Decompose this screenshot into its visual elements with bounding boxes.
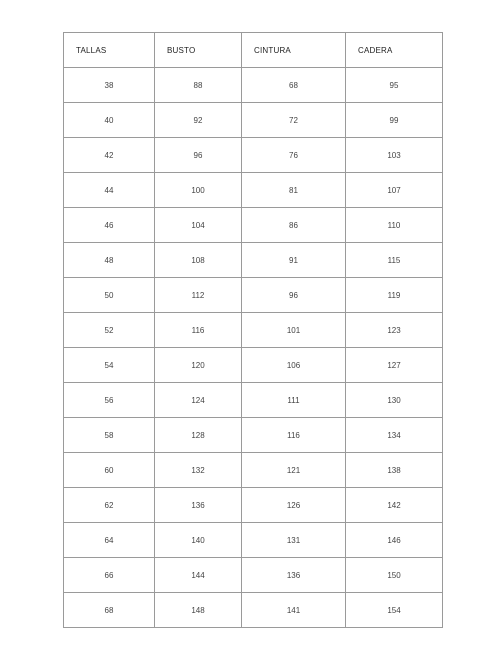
cell-tallas: 56 <box>64 383 155 418</box>
table-row <box>64 348 443 383</box>
cell-busto: 96 <box>155 138 242 173</box>
cell-cintura: 111 <box>242 383 346 418</box>
cell-tallas: 68 <box>64 593 155 628</box>
column-header-cintura: CINTURA <box>242 33 346 68</box>
table-row <box>64 173 443 208</box>
cell-tallas: 66 <box>64 558 155 593</box>
table-row <box>64 103 443 138</box>
table-row <box>64 418 443 453</box>
cell-tallas: 50 <box>64 278 155 313</box>
table-row <box>64 558 443 593</box>
cell-cintura: 72 <box>242 103 346 138</box>
table-row <box>64 68 443 103</box>
size-chart-table <box>63 32 443 628</box>
cell-cintura: 141 <box>242 593 346 628</box>
cell-cadera: 146 <box>346 523 443 558</box>
table-row <box>64 593 443 628</box>
cell-busto: 132 <box>155 453 242 488</box>
cell-busto: 136 <box>155 488 242 523</box>
cell-tallas: 54 <box>64 348 155 383</box>
cell-busto: 100 <box>155 173 242 208</box>
cell-cintura: 76 <box>242 138 346 173</box>
column-header-tallas: TALLAS <box>64 33 155 68</box>
cell-cadera: 119 <box>346 278 443 313</box>
table-row <box>64 313 443 348</box>
table-header <box>64 33 443 68</box>
cell-busto: 128 <box>155 418 242 453</box>
cell-cadera: 99 <box>346 103 443 138</box>
cell-busto: 112 <box>155 278 242 313</box>
cell-cadera: 107 <box>346 173 443 208</box>
table-row <box>64 523 443 558</box>
cell-tallas: 58 <box>64 418 155 453</box>
cell-cintura: 126 <box>242 488 346 523</box>
cell-cintura: 136 <box>242 558 346 593</box>
cell-cadera: 138 <box>346 453 443 488</box>
cell-cintura: 81 <box>242 173 346 208</box>
cell-cintura: 101 <box>242 313 346 348</box>
cell-cadera: 142 <box>346 488 443 523</box>
cell-cintura: 96 <box>242 278 346 313</box>
cell-busto: 116 <box>155 313 242 348</box>
cell-cintura: 68 <box>242 68 346 103</box>
cell-cadera: 115 <box>346 243 443 278</box>
cell-tallas: 42 <box>64 138 155 173</box>
cell-cadera: 134 <box>346 418 443 453</box>
cell-busto: 144 <box>155 558 242 593</box>
cell-cintura: 116 <box>242 418 346 453</box>
cell-cadera: 110 <box>346 208 443 243</box>
cell-busto: 120 <box>155 348 242 383</box>
table-row <box>64 243 443 278</box>
table-body <box>64 68 443 628</box>
cell-cadera: 103 <box>346 138 443 173</box>
table-row <box>64 453 443 488</box>
table-row <box>64 383 443 418</box>
cell-tallas: 44 <box>64 173 155 208</box>
cell-cintura: 106 <box>242 348 346 383</box>
cell-cintura: 86 <box>242 208 346 243</box>
cell-tallas: 48 <box>64 243 155 278</box>
table-row <box>64 138 443 173</box>
cell-busto: 124 <box>155 383 242 418</box>
cell-tallas: 38 <box>64 68 155 103</box>
cell-busto: 88 <box>155 68 242 103</box>
cell-tallas: 62 <box>64 488 155 523</box>
cell-tallas: 60 <box>64 453 155 488</box>
cell-busto: 148 <box>155 593 242 628</box>
table-row <box>64 278 443 313</box>
table-row <box>64 488 443 523</box>
cell-cintura: 91 <box>242 243 346 278</box>
cell-cadera: 130 <box>346 383 443 418</box>
cell-cadera: 95 <box>346 68 443 103</box>
cell-cintura: 121 <box>242 453 346 488</box>
cell-cadera: 127 <box>346 348 443 383</box>
cell-tallas: 46 <box>64 208 155 243</box>
cell-cadera: 154 <box>346 593 443 628</box>
cell-busto: 92 <box>155 103 242 138</box>
header-row <box>64 33 443 68</box>
cell-cadera: 123 <box>346 313 443 348</box>
cell-tallas: 40 <box>64 103 155 138</box>
cell-tallas: 64 <box>64 523 155 558</box>
cell-busto: 140 <box>155 523 242 558</box>
cell-cintura: 131 <box>242 523 346 558</box>
table-row <box>64 208 443 243</box>
cell-cadera: 150 <box>346 558 443 593</box>
cell-tallas: 52 <box>64 313 155 348</box>
cell-busto: 104 <box>155 208 242 243</box>
column-header-cadera: CADERA <box>346 33 443 68</box>
column-header-busto: BUSTO <box>155 33 242 68</box>
cell-busto: 108 <box>155 243 242 278</box>
